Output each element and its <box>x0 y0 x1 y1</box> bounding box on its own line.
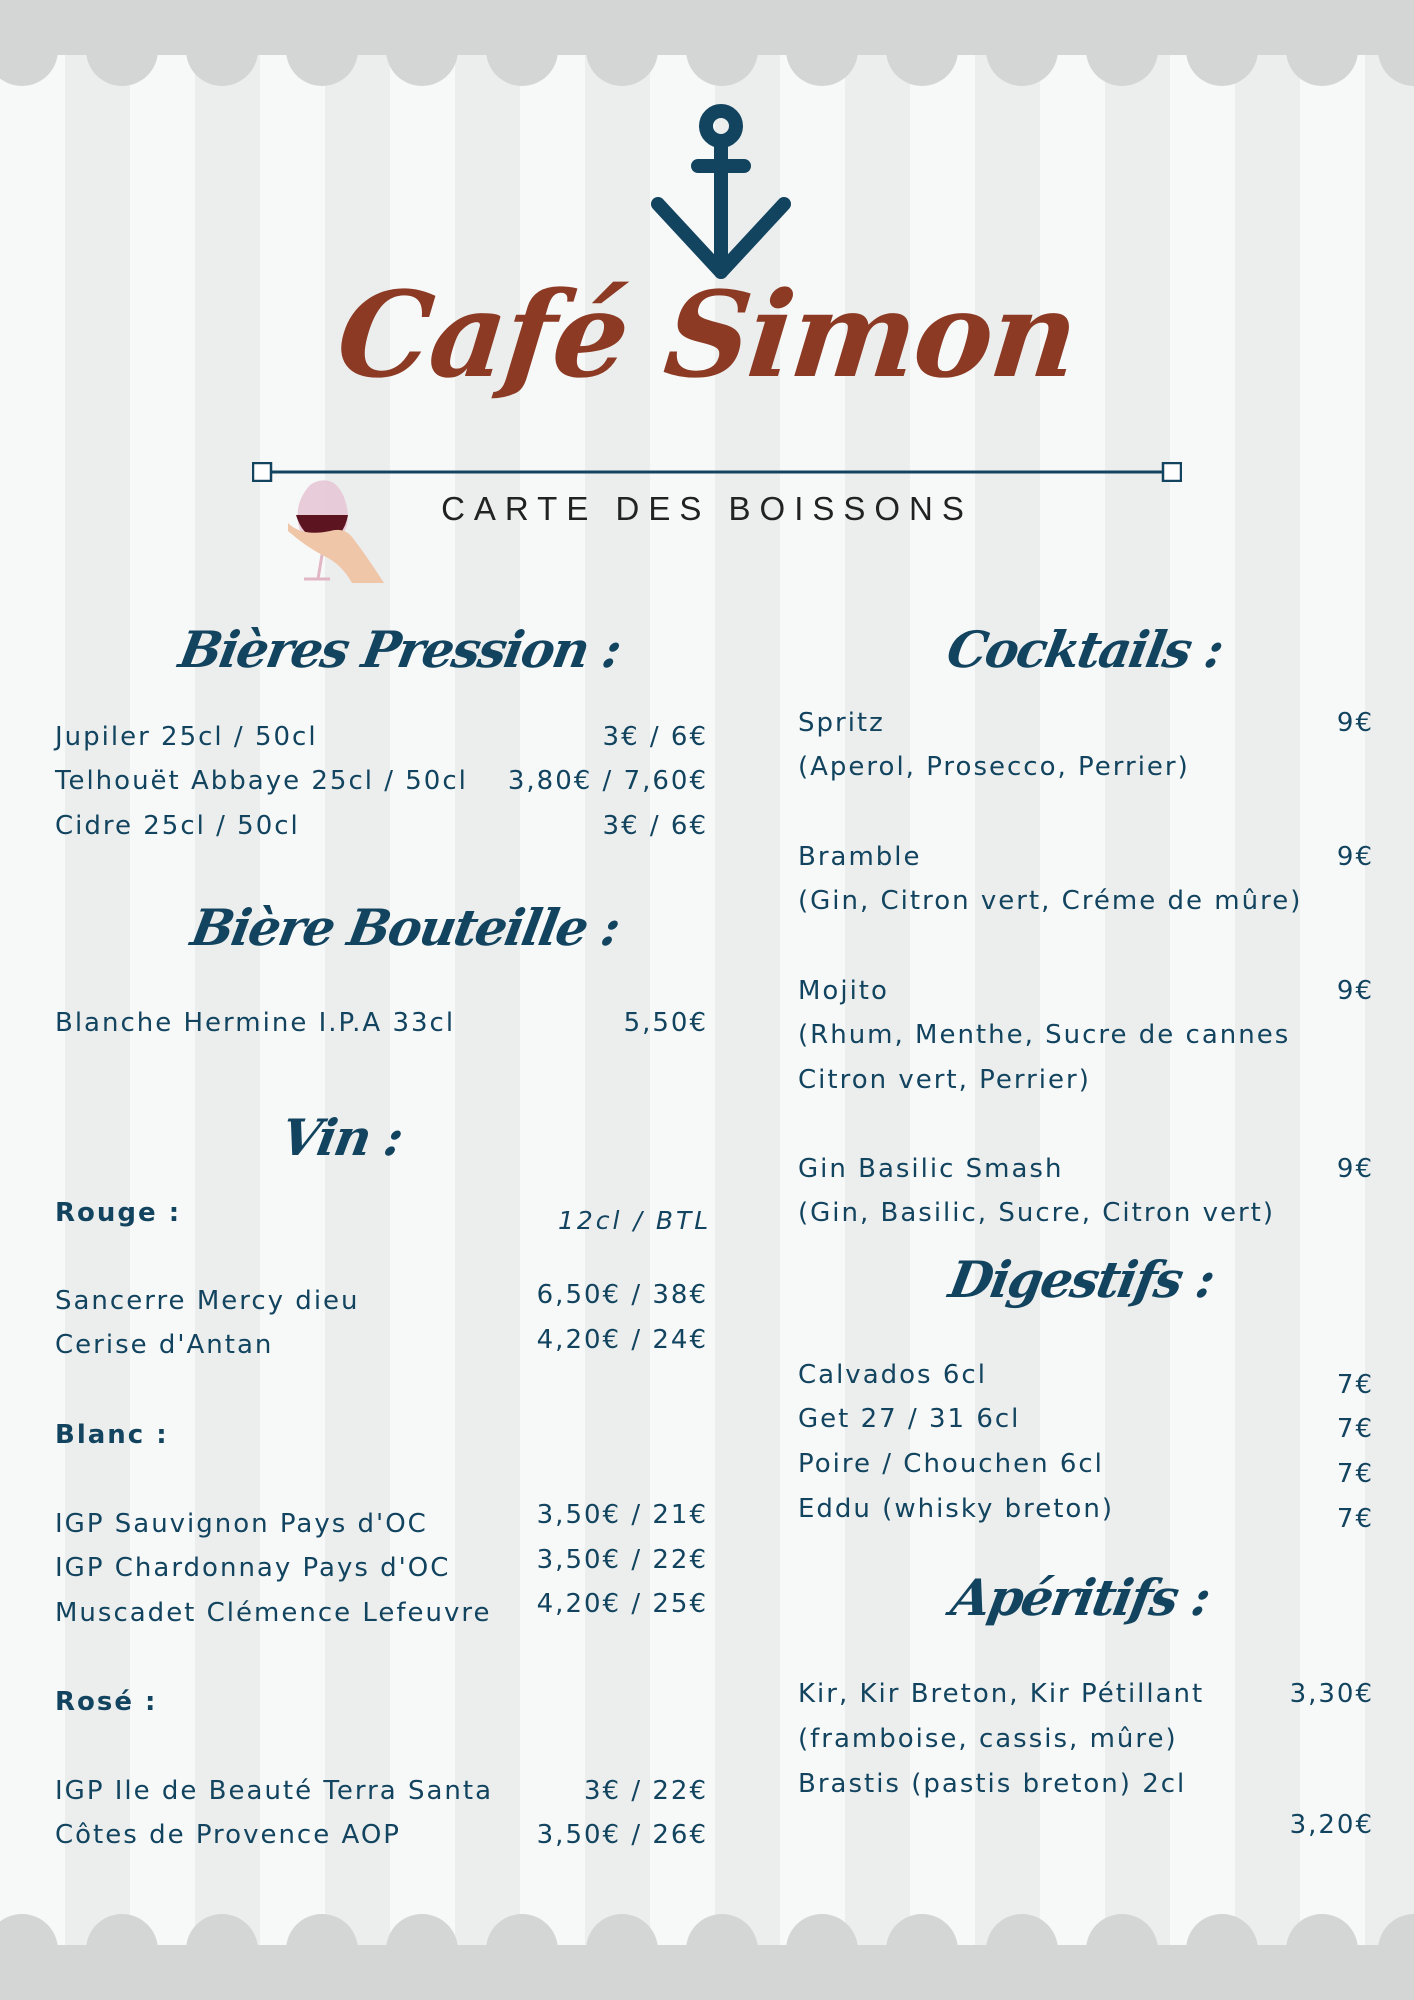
cocktail-description: (Aperol, Prosecco, Perrier) <box>798 752 1190 782</box>
cocktail-description: (Rhum, Menthe, Sucre de cannes <box>798 1020 1291 1050</box>
menu-item-description: (framboise, cassis, mûre) <box>798 1724 1178 1754</box>
menu-item-name: Kir, Kir Breton, Kir Pétillant <box>798 1679 1205 1709</box>
bottom-scallop-border <box>0 1910 1414 2000</box>
section-heading-digestifs: Digestifs : <box>944 1250 1219 1309</box>
wine-category-rouge: Rouge : <box>55 1198 182 1228</box>
menu-item-name: Cerise d'Antan <box>55 1330 274 1360</box>
cocktail-price: 9€ <box>1336 976 1374 1006</box>
menu-item-price: 3€ / 6€ <box>602 722 708 752</box>
menu-item-price: 3,20€ <box>1289 1810 1374 1840</box>
menu-item-price: 3,50€ / 21€ <box>536 1500 708 1530</box>
menu-item-name: Eddu (whisky breton) <box>798 1494 1114 1524</box>
wine-category-rose: Rosé : <box>55 1687 158 1717</box>
menu-item-price: 6,50€ / 38€ <box>536 1280 708 1310</box>
cocktail-description: Citron vert, Perrier) <box>798 1065 1091 1095</box>
cocktail-name: Gin Basilic Smash <box>798 1154 1064 1184</box>
menu-item-price: 7€ <box>1336 1414 1374 1444</box>
cocktail-description: (Gin, Citron vert, Créme de mûre) <box>798 886 1303 916</box>
menu-item-name: Cidre 25cl / 50cl <box>55 811 300 841</box>
menu-item-price: 4,20€ / 25€ <box>536 1589 708 1619</box>
menu-item-name: IGP Sauvignon Pays d'OC <box>55 1509 428 1539</box>
menu-item-price: 3€ / 22€ <box>584 1776 708 1806</box>
menu-item-name: Brastis (pastis breton) 2cl <box>798 1769 1187 1799</box>
menu-item-price: 3,80€ / 7,60€ <box>507 766 708 796</box>
menu-item-price: 7€ <box>1336 1370 1374 1400</box>
menu-item-name: Jupiler 25cl / 50cl <box>55 722 318 752</box>
menu-item-name: Poire / Chouchen 6cl <box>798 1449 1104 1479</box>
menu-item-price: 7€ <box>1336 1459 1374 1489</box>
cocktail-name: Spritz <box>798 708 885 738</box>
menu-item-price: 3,30€ <box>1289 1679 1374 1709</box>
menu-item-name: Muscadet Clémence Lefeuvre <box>55 1598 492 1628</box>
section-heading-biere-bouteille: Bière Bouteille : <box>186 898 624 957</box>
cocktail-description: (Gin, Basilic, Sucre, Citron vert) <box>798 1198 1276 1228</box>
menu-item-price: 5,50€ <box>623 1008 708 1038</box>
menu-item-name: Get 27 / 31 6cl <box>798 1404 1021 1434</box>
page-title: Café Simon <box>331 265 1083 404</box>
menu-item-name: IGP Chardonnay Pays d'OC <box>55 1553 451 1583</box>
menu-item-price: 3,50€ / 22€ <box>536 1545 708 1575</box>
anchor-icon <box>646 104 796 284</box>
cocktail-price: 9€ <box>1336 842 1374 872</box>
cocktail-price: 9€ <box>1336 1154 1374 1184</box>
cocktail-name: Mojito <box>798 976 889 1006</box>
section-heading-vin: Vin : <box>276 1108 407 1167</box>
page-subtitle: CARTE DES BOISSONS <box>441 490 973 527</box>
section-heading-bieres-pression: Bières Pression : <box>174 620 625 679</box>
menu-item-price: 4,20€ / 24€ <box>536 1325 708 1355</box>
wine-category-blanc: Blanc : <box>55 1420 169 1450</box>
menu-item-name: Sancerre Mercy dieu <box>55 1286 360 1316</box>
cocktail-price: 9€ <box>1336 708 1374 738</box>
menu-item-price: 7€ <box>1336 1504 1374 1534</box>
menu-item-name: Côtes de Provence AOP <box>55 1820 401 1850</box>
top-scallop-border <box>0 0 1414 90</box>
menu-item-name: Blanche Hermine I.P.A 33cl <box>55 1008 456 1038</box>
cocktail-name: Bramble <box>798 842 922 872</box>
menu-item-name: Calvados 6cl <box>798 1360 987 1390</box>
section-heading-cocktails: Cocktails : <box>942 620 1227 679</box>
menu-item-name: IGP Ile de Beauté Terra Santa <box>55 1776 493 1806</box>
menu-item-price: 3€ / 6€ <box>602 811 708 841</box>
section-heading-aperitifs: Apéritifs : <box>946 1568 1214 1627</box>
menu-item-name: Telhouët Abbaye 25cl / 50cl <box>55 766 468 796</box>
wine-format-label: 12cl / BTL <box>558 1206 712 1235</box>
menu-item-price: 3,50€ / 26€ <box>536 1820 708 1850</box>
